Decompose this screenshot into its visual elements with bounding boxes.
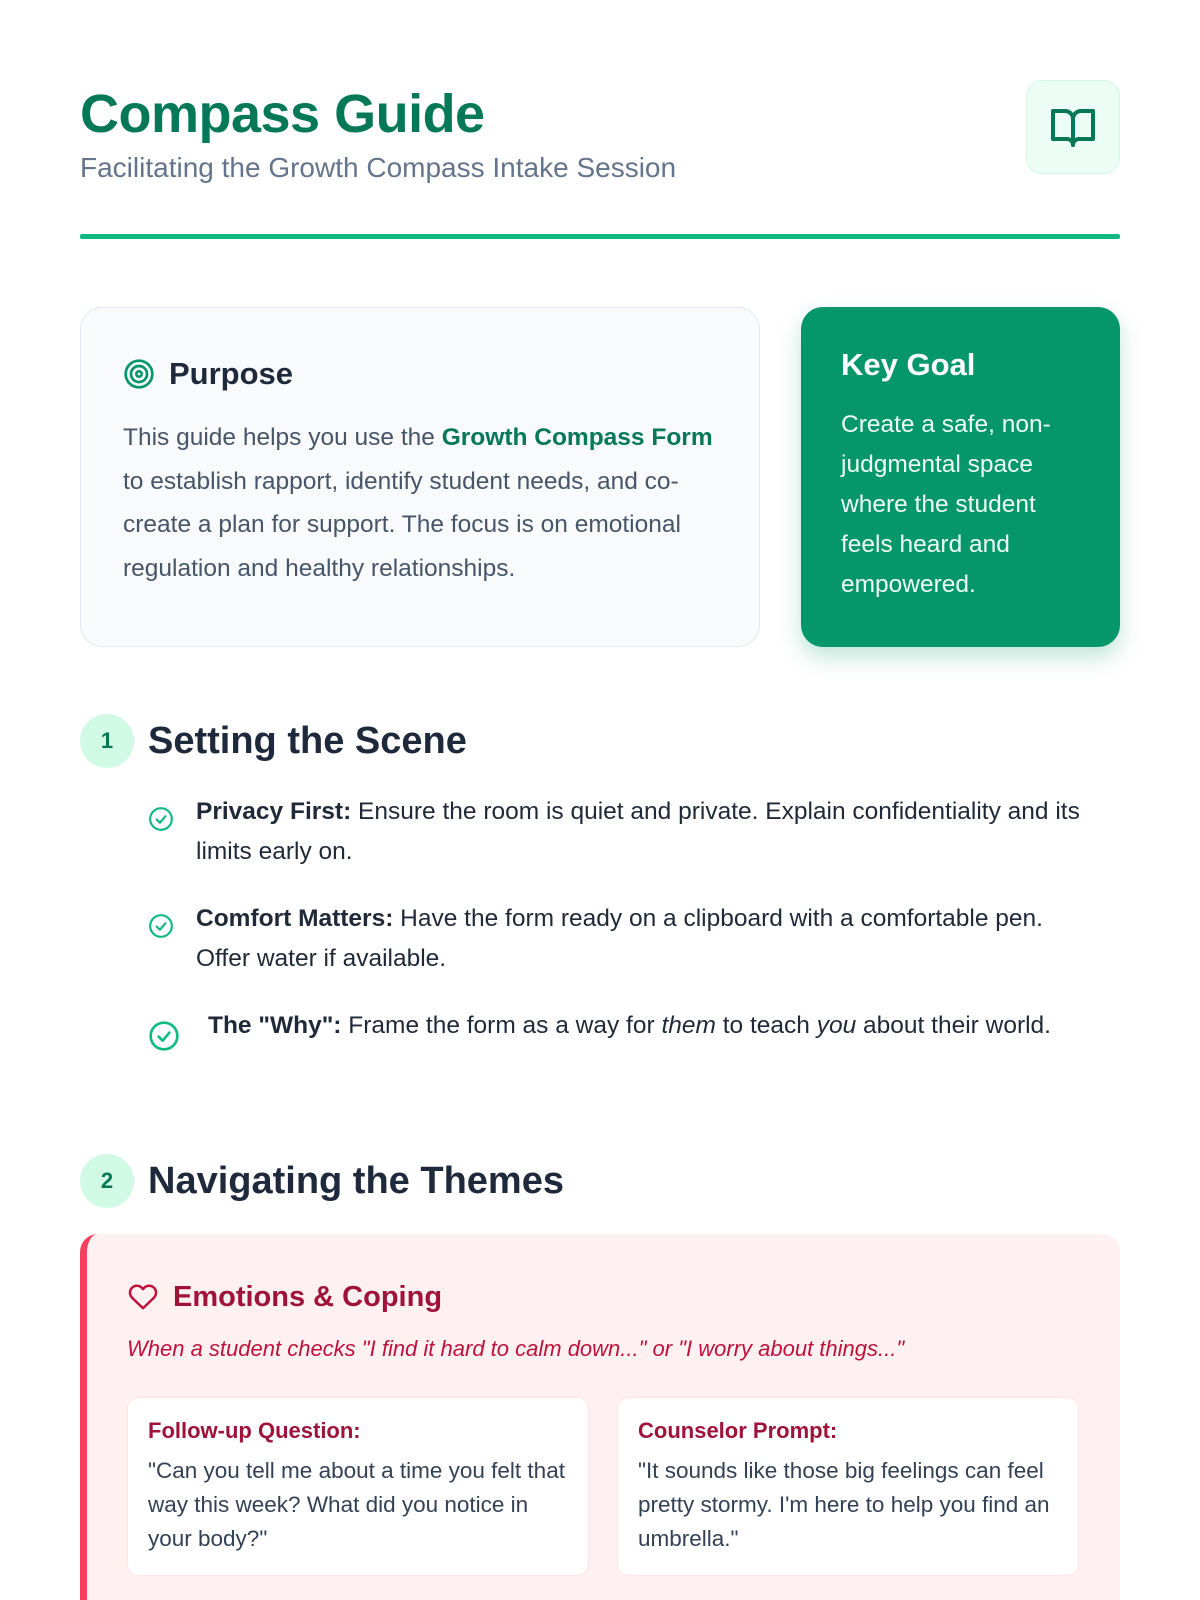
counselor-prompt-box xyxy=(617,1397,1079,1576)
purpose-text xyxy=(123,416,723,590)
page-header xyxy=(80,80,1120,240)
section-number-badge: 2 xyxy=(80,1154,134,1208)
checklist-label: The "Why": xyxy=(208,1012,342,1039)
checklist-body: Ensure the room is quiet and private. Explain confidentiality and its limits early on. xyxy=(196,798,1080,865)
checklist-body: Frame the form as a way for xyxy=(341,1012,662,1039)
key-goal-title: Key Goal xyxy=(841,347,976,382)
check-circle-icon xyxy=(148,806,174,832)
section-navigating-the-themes xyxy=(80,1154,564,1208)
emphasis-you: you xyxy=(816,1012,857,1039)
checklist-text xyxy=(208,1006,1051,1046)
purpose-title: Purpose xyxy=(169,356,294,391)
purpose-heading xyxy=(123,354,293,394)
theme-heading xyxy=(127,1278,442,1316)
check-circle-icon xyxy=(148,913,174,939)
growth-compass-form-highlight: Growth Compass Form xyxy=(441,424,713,451)
purpose-text-rest: to establish rapport, identify student needs, and co-create a plan for support. The focus is on emotional regulation and healthy relationships. xyxy=(123,467,681,582)
heart-icon xyxy=(127,1282,159,1312)
checklist-item-privacy xyxy=(148,792,1088,872)
checklist-text xyxy=(196,899,1088,979)
section-title: Setting the Scene xyxy=(148,720,467,762)
header-divider xyxy=(80,234,1120,239)
followup-question-text: "Can you tell me about a time you felt that way this week? What did you notice in your body?" xyxy=(148,1458,565,1551)
followup-question-label: Follow-up Question: xyxy=(148,1418,361,1443)
counselor-prompt-text: "It sounds like those big feelings can feel pretty stormy. I'm here to help you find an umbrella." xyxy=(638,1458,1050,1551)
purpose-text-intro: This guide helps you use the xyxy=(123,424,442,451)
checklist-body: about their world. xyxy=(856,1012,1051,1039)
target-icon xyxy=(123,358,155,390)
key-goal-text: Create a safe, non-judgmental space where the student feels heard and empowered. xyxy=(841,411,1051,598)
theme-trigger-text: When a student checks "I find it hard to calm down..." or "I worry about things..." xyxy=(127,1336,905,1361)
section-setting-the-scene xyxy=(80,714,467,768)
purpose-card xyxy=(80,307,760,647)
checklist-item-comfort xyxy=(148,899,1088,979)
section-number-badge: 1 xyxy=(80,714,134,768)
section-title: Navigating the Themes xyxy=(148,1160,564,1202)
checklist-item-why xyxy=(148,1006,1088,1052)
checklist-body: Have the form ready on a clipboard with a comfortable pen. Offer water if available. xyxy=(196,905,1043,972)
guide-book-button[interactable] xyxy=(1026,80,1120,174)
compass-guide-page xyxy=(80,0,1120,1600)
page-title: Compass Guide xyxy=(80,84,485,144)
checklist-text xyxy=(196,792,1088,872)
check-circle-icon xyxy=(148,1020,180,1052)
followup-question-box xyxy=(127,1397,589,1576)
theme-card-emotions xyxy=(80,1234,1120,1600)
counselor-prompt-label: Counselor Prompt: xyxy=(638,1418,838,1443)
theme-title: Emotions & Coping xyxy=(173,1281,443,1313)
emphasis-them: them xyxy=(661,1012,716,1039)
checklist-label: Privacy First: xyxy=(196,798,352,825)
book-open-icon xyxy=(1047,103,1099,151)
checklist-label: Comfort Matters: xyxy=(196,905,394,932)
key-goal-card xyxy=(801,307,1120,647)
page-subtitle: Facilitating the Growth Compass Intake Session xyxy=(80,152,677,183)
checklist-body: to teach xyxy=(715,1012,817,1039)
